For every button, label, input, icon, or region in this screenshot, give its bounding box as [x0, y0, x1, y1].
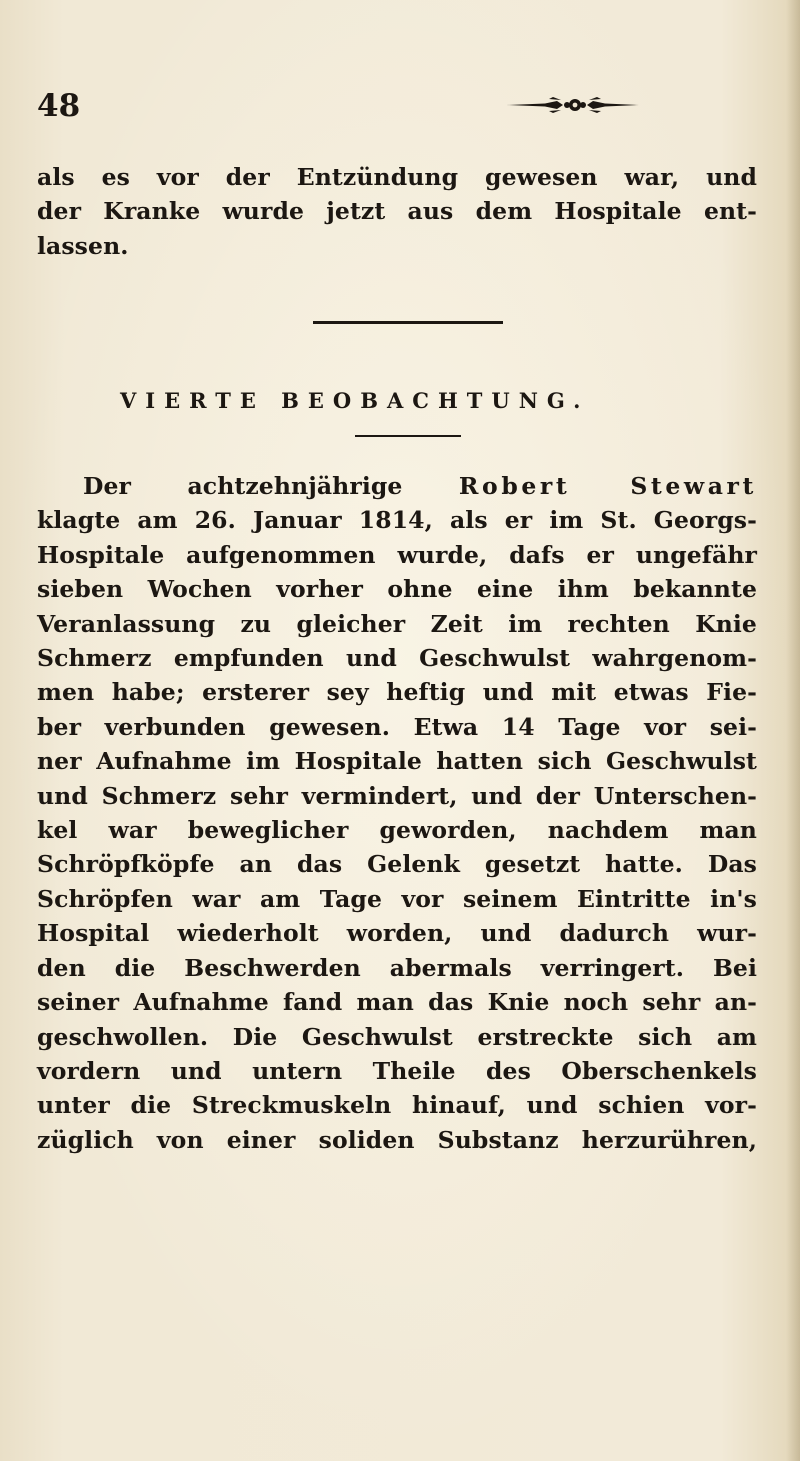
section-rule-top: [313, 321, 503, 324]
text-line: Schmerz empfunden und Geschwulst wahrgenom-: [37, 644, 757, 673]
person-name: Robert Stewart: [458, 472, 757, 500]
text-line: unter die Streckmuskeln hinauf, und schien vor-: [37, 1091, 757, 1120]
text-line: Veranlassung zu gleicher Zeit im rechten Knie: [37, 609, 757, 638]
body-paragraph: [37, 469, 757, 1157]
text-line: seiner Aufnahme fand man das Knie noch sehr an-: [37, 988, 757, 1017]
section-heading: VIERTE BEOBACHTUNG.: [120, 388, 590, 413]
text-line: klagte am 26. Januar 1814, als er im St. Georgs-: [37, 506, 757, 535]
first-line-lead: Der achtzehnjährige: [83, 472, 403, 500]
text-line: lassen.: [37, 231, 129, 260]
text-line: Schröpfköpfe an das Gelenk gesetzt hatte. Das: [37, 850, 757, 879]
text-line: vordern und untern Theile des Oberschenkels: [37, 1056, 757, 1085]
text-line: der Kranke wurde jetzt aus dem Hospitale ent-: [37, 197, 757, 226]
text-line: geschwollen. Die Geschwulst erstreckte sich am: [37, 1022, 757, 1051]
page-number: 48: [37, 88, 81, 124]
section-rule-bottom: [355, 435, 461, 437]
text-line: ner Aufnahme im Hospitale hatten sich Geschwulst: [37, 747, 757, 776]
text-line: men habe; ersterer sey heftig und mit etwas Fie-: [37, 678, 757, 707]
text-line: Schröpfen war am Tage vor seinem Eintritte in's: [37, 884, 757, 913]
page-header: [37, 88, 737, 128]
text-line: sieben Wochen vorher ohne eine ihm bekannte: [37, 575, 757, 604]
page-edge-shadow: [786, 0, 800, 1461]
printer-ornament-icon: [505, 94, 641, 116]
text-line: ber verbunden gewesen. Etwa 14 Tage vor sei-: [37, 712, 757, 741]
text-line: und Schmerz sehr vermindert, und der Unterschen-: [37, 781, 757, 810]
intro-paragraph: [37, 160, 757, 263]
text-line: züglich von einer soliden Substanz herzurühren,: [37, 1125, 757, 1154]
text-line: Hospitale aufgenommen wurde, dafs er ungefähr: [37, 540, 757, 569]
text-line: den die Beschwerden abermals verringert. Bei: [37, 953, 757, 982]
text-line: kel war beweglicher geworden, nachdem man: [37, 816, 757, 845]
text-line: als es vor der Entzündung gewesen war, und: [37, 163, 757, 191]
text-line: Hospital wiederholt worden, und dadurch wur-: [37, 919, 757, 948]
text-line-first: [37, 469, 757, 503]
